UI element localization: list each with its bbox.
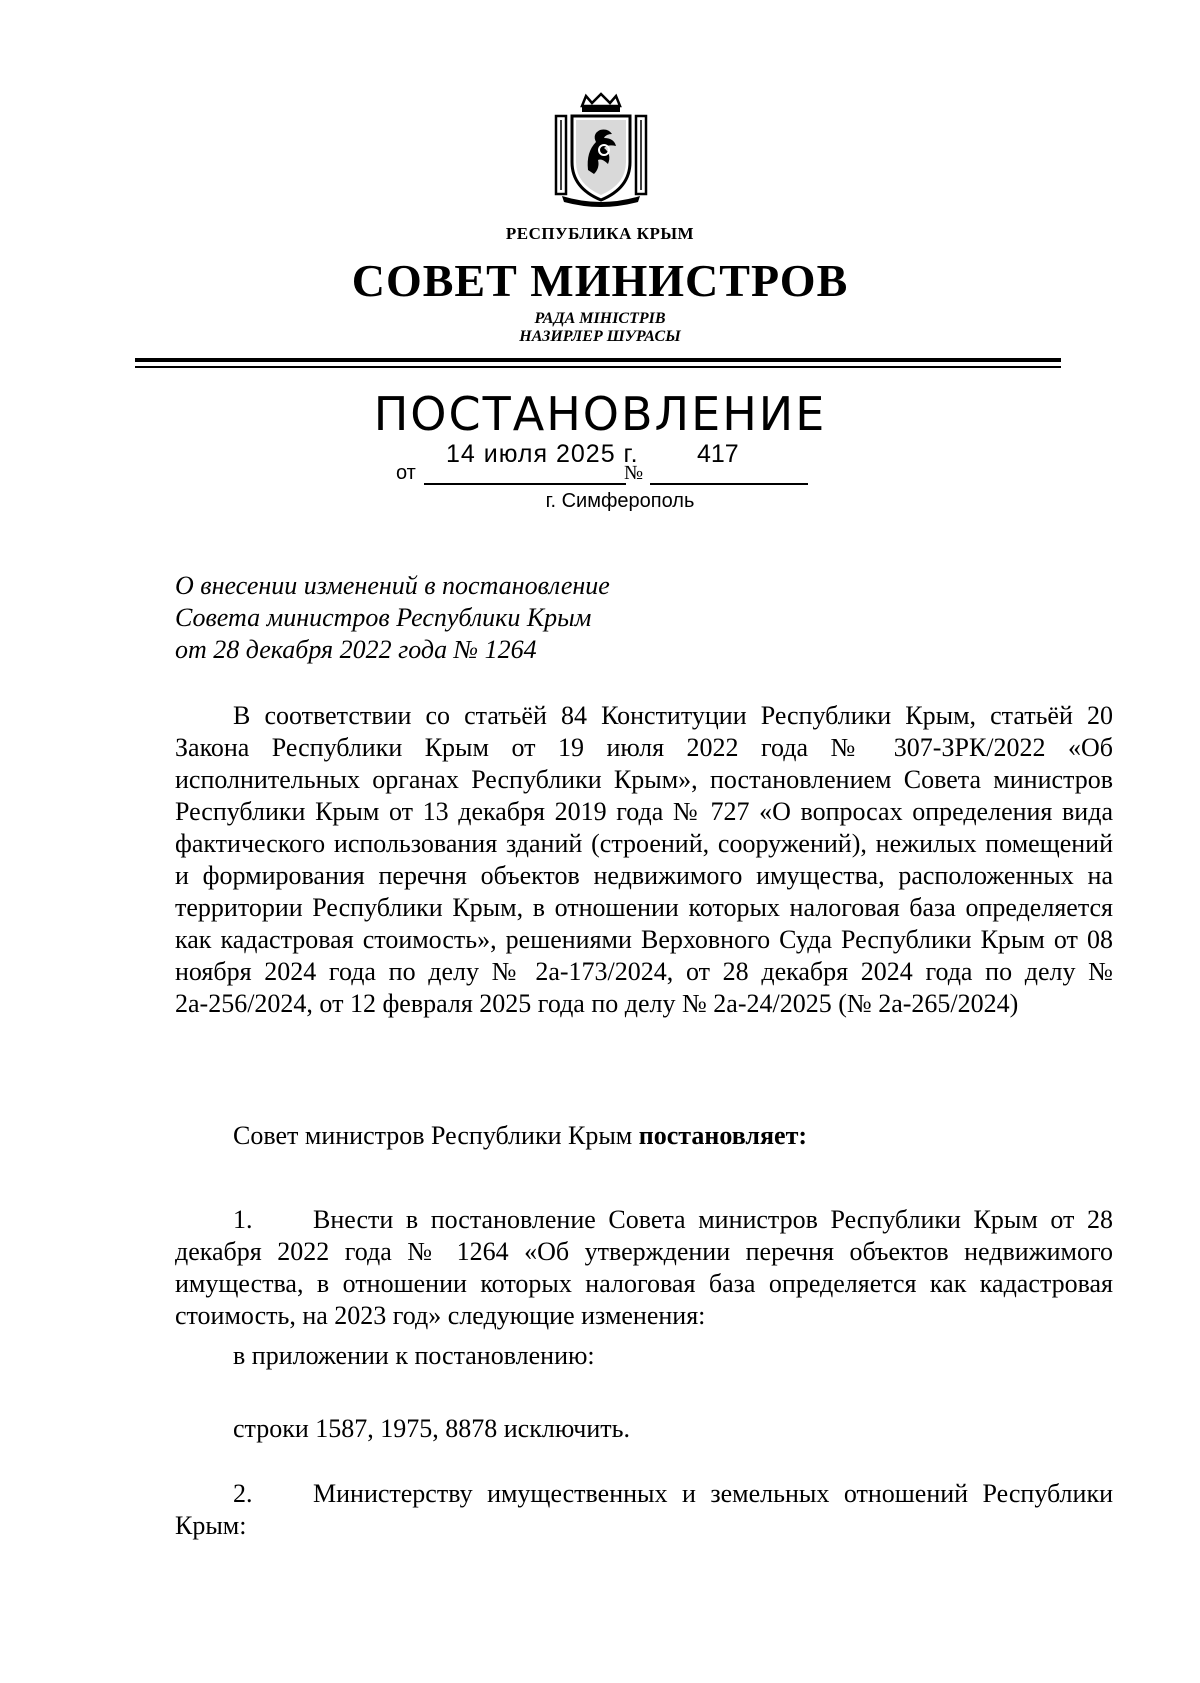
item-1-number: 1. bbox=[233, 1205, 253, 1234]
resolves-keyword: постановляет: bbox=[638, 1121, 808, 1150]
appendix-line: в приложении к постановлению: bbox=[233, 1341, 595, 1370]
document-number: 417 bbox=[697, 440, 739, 468]
item-1-text: Внести в постановление Совета министров Республики Крым от 28 декабря 2022 года № 1264 «Об утверждении перечня объектов недвижимого имущества, в отношении которых налоговая база определяется как кадастровая стоимость, на 2023 год» следующие изменения: bbox=[175, 1205, 1113, 1330]
document-date: 14 июля 2025 г. bbox=[446, 440, 639, 468]
item-2-text: Министерству имущественных и земельных отношений Республики Крым: bbox=[175, 1479, 1113, 1540]
item-2-paragraph bbox=[175, 1478, 1113, 1542]
subject-line: от 28 декабря 2022 года № 1264 bbox=[175, 635, 537, 664]
number-label: № bbox=[624, 462, 644, 484]
number-underline bbox=[650, 483, 808, 485]
coat-of-arms-icon bbox=[542, 92, 660, 210]
council-name-crimean-tatar: НАЗИРЛЕР ШУРАСЫ bbox=[519, 328, 681, 345]
resolves-prefix: Совет министров Республики Крым bbox=[233, 1121, 633, 1150]
date-label: от bbox=[396, 462, 416, 484]
date-underline bbox=[424, 483, 626, 485]
council-name: СОВЕТ МИНИСТРОВ bbox=[351, 255, 849, 306]
subject-line: Совета министров Республики Крым bbox=[175, 603, 592, 632]
preamble-paragraph: В соответствии со статьёй 84 Конституции Республики Крым, статьёй 20 Закона Республики Крым от 19 июля 2022 года № 307-ЗРК/2022 «Об исполнительных органах Республики Крым», постановлением Совета министров Республики Крым от 13 декабря 2019 года № 727 «О вопросах определения вида фактического использования зданий (строений, сооружений), нежилых помещений и формирования перечня объектов недвижимого имущества, расположенных на территории Республики Крым, в отношении которых налоговая база определяется как кадастровая стоимость», решениями Верховного Суда Республики Крым от 08 ноября 2024 года по делу № 2а-173/2024, от 28 декабря 2024 года по делу № 2а-256/2024, от 12 февраля 2025 года по делу № 2а-24/2025 (№ 2а-265/2024) bbox=[175, 701, 1113, 1018]
rows-line: строки 1587, 1975, 8878 исключить. bbox=[233, 1414, 630, 1443]
header-rule-thick bbox=[135, 358, 1061, 362]
document-title: ПОСТАНОВЛЕНИЕ bbox=[373, 387, 827, 441]
resolves-paragraph bbox=[175, 1120, 1113, 1152]
document-city: г. Симферополь bbox=[545, 490, 695, 512]
subject-line: О внесении изменений в постановление bbox=[175, 571, 610, 600]
council-name-ukrainian: РАДА МІНІСТРІВ bbox=[534, 310, 666, 327]
document-subject bbox=[175, 570, 875, 666]
item-2-number: 2. bbox=[233, 1479, 253, 1508]
republic-name: РЕСПУБЛИКА КРЫМ bbox=[505, 224, 695, 243]
header-rule-thin bbox=[135, 366, 1061, 368]
item-1-paragraph bbox=[175, 1204, 1113, 1332]
